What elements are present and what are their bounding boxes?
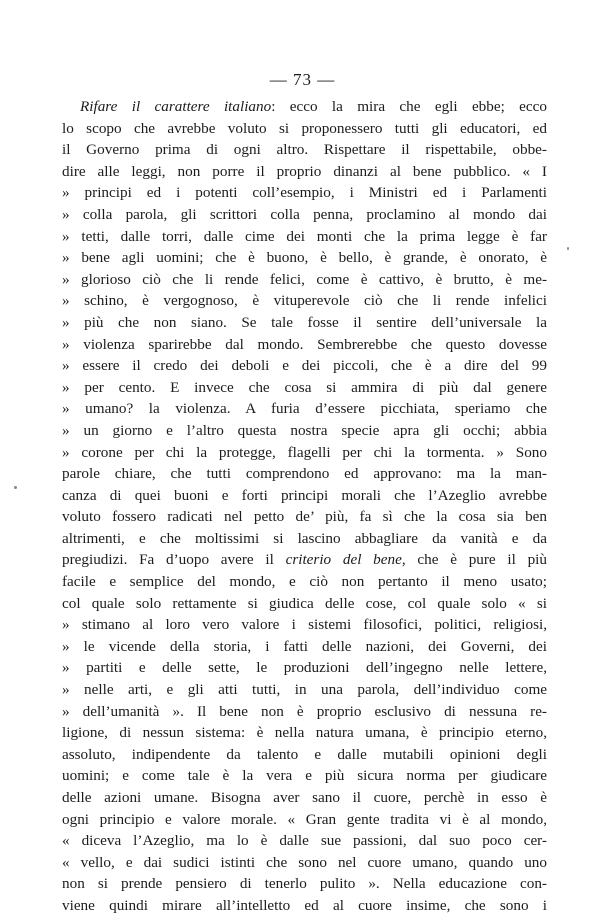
text-span: » umano? la violenza. A furia d’essere picchiata, speriamo che — [62, 400, 547, 418]
text-span: » partiti e delle sette, le produzioni dell’ingegno nelle lettere, — [62, 659, 547, 677]
text-line — [62, 830, 547, 852]
text-span: » bene agli uomini; che è buono, è bello, è grande, è onorato, è — [62, 249, 547, 267]
text-line — [62, 873, 547, 895]
text-line — [62, 506, 547, 528]
text-span: delle azioni umane. Bisogna aver sano il cuore, perchè in esso è — [62, 789, 547, 806]
text-span: « diceva l’Azeglio, ma lo è dalle sue passioni, dal suo poco cer- — [62, 832, 547, 850]
text-span: parole chiare, che tutti comprendono ed approvano: ma la man- — [62, 465, 547, 483]
text-span: ogni principio e valore morale. « Gran gente tradita vi è al mondo, — [62, 810, 547, 828]
text-span: facile e semplice del mondo, e ciò non pertanto il meno usato; — [62, 573, 547, 591]
text-span: » le vicende della storia, i fatti delle nazioni, dei Governi, dei — [62, 637, 547, 655]
text-line — [62, 657, 547, 679]
text-line — [62, 787, 547, 809]
text-line — [62, 420, 547, 442]
text-line — [62, 290, 547, 312]
text-span: dire alle leggi, non porre il proprio dinanzi al bene pubblico. « I — [62, 162, 547, 180]
text-line — [62, 593, 547, 615]
text-line — [62, 722, 547, 744]
text-span: » glorioso ciò che li rende felici, come è cattivo, è brutto, è me- — [62, 270, 547, 288]
text-line — [62, 118, 547, 140]
text-line — [62, 549, 547, 571]
text-line — [62, 226, 547, 248]
text-line — [62, 204, 547, 226]
text-span: altrimenti, e che moltissimi si lascino abbagliare da vanità e da — [62, 529, 547, 547]
text-line — [62, 679, 547, 701]
text-span: » un giorno e l’altro questa nostra specie apra gli occhi; abbia — [62, 421, 547, 439]
text-line — [62, 442, 547, 464]
text-span: : ecco la mira che egli ebbe; ecco — [271, 98, 547, 115]
text-line — [62, 334, 547, 356]
text-line — [62, 809, 547, 831]
text-span: » principi ed i potenti coll’esempio, i Ministri ed i Parlamenti — [62, 184, 547, 202]
text-span: assoluto, indipendente da talento e dalle mutabili opinioni degli — [62, 745, 547, 763]
text-span: » stimano al loro vero valore i sistemi filosofici, politici, religiosi, — [62, 616, 547, 634]
text-span: , che è pure il più — [401, 551, 547, 569]
text-line — [62, 528, 547, 550]
text-span: pregiudizi. Fa d’uopo avere il — [62, 551, 286, 569]
text-line — [62, 96, 547, 118]
text-span: lo scopo che avrebbe voluto si proponessero tutti gli educatori, ed — [62, 119, 547, 137]
text-line — [62, 355, 547, 377]
text-span: » corone per chi la protegge, flagelli per chi la tormenta. » Sono — [62, 443, 547, 461]
text-span: » colla parola, gli scrittori colla penna, proclamino al mondo dai — [62, 205, 547, 223]
text-span: ligione, di nessun sistema: è nella natura umana, è principio eterno, — [62, 724, 547, 742]
text-span: col quale solo rettamente si giudica delle cose, col quale solo « si — [62, 594, 547, 612]
text-line — [62, 377, 547, 399]
body-text — [62, 96, 547, 917]
text-span: » nelle arti, e gli atti tutti, in una parola, dell’individuo come — [62, 681, 547, 699]
text-span: » essere il credo dei deboli e dei piccoli, che è a dire del 99 — [62, 357, 547, 375]
text-line — [62, 765, 547, 787]
text-span: » violenza sparirebbe dal mondo. Sembrerebbe che questo dovesse — [62, 335, 547, 353]
text-line — [62, 247, 547, 269]
text-line — [62, 398, 547, 420]
text-span: » dell’umanità ». Il bene non è proprio esclusivo di nessuna re- — [62, 702, 547, 720]
italic-text: criterio del bene — [285, 551, 402, 569]
page-number: — 73 — — [269, 70, 336, 89]
speck-mark — [567, 247, 569, 250]
text-span: « vello, e dai sudici istinti che sono nel cuore umano, quando uno — [62, 853, 547, 871]
italic-text: Rifare il carattere italiano — [80, 98, 272, 115]
text-line — [62, 161, 547, 183]
text-span: viene quindi mirare all’intelletto ed al cuore insime, che sono i — [62, 896, 547, 914]
text-span: voluto fossero radicati nel petto de’ più, fa sì che la cosa sia ben — [62, 508, 547, 526]
text-line — [62, 701, 547, 723]
text-span: non si prende pensiero di tenerlo pulito ». Nella educazione con- — [62, 875, 547, 893]
text-line — [62, 139, 547, 161]
speck-mark — [14, 486, 17, 489]
text-line — [62, 312, 547, 334]
text-span: uomini; e come tale è la vera e più sicura norma per giudicare — [62, 767, 547, 785]
text-span: canza di quei buoni e forti principi morali che l’Azeglio avrebbe — [62, 486, 547, 504]
text-span: » schino, è vergognoso, è vituperevole ciò che li rende infelici — [62, 292, 547, 310]
text-line — [62, 571, 547, 593]
text-span: il Governo prima di ogni altro. Rispettare il rispettabile, obbe- — [62, 141, 547, 159]
text-line — [62, 614, 547, 636]
text-line — [62, 485, 547, 507]
text-span: » per cento. E invece che cosa si ammira di più dal genere — [62, 378, 547, 396]
text-line — [62, 463, 547, 485]
text-line — [62, 269, 547, 291]
text-line — [62, 636, 547, 658]
text-span: » più che non siano. Se tale fosse il sentire dell’universale la — [62, 313, 547, 331]
text-span: » tetti, dalle torri, dalle cime dei monti che la prima legge è far — [62, 227, 547, 245]
text-line — [62, 182, 547, 204]
text-line — [62, 852, 547, 874]
text-line — [62, 744, 547, 766]
text-line — [62, 895, 547, 917]
